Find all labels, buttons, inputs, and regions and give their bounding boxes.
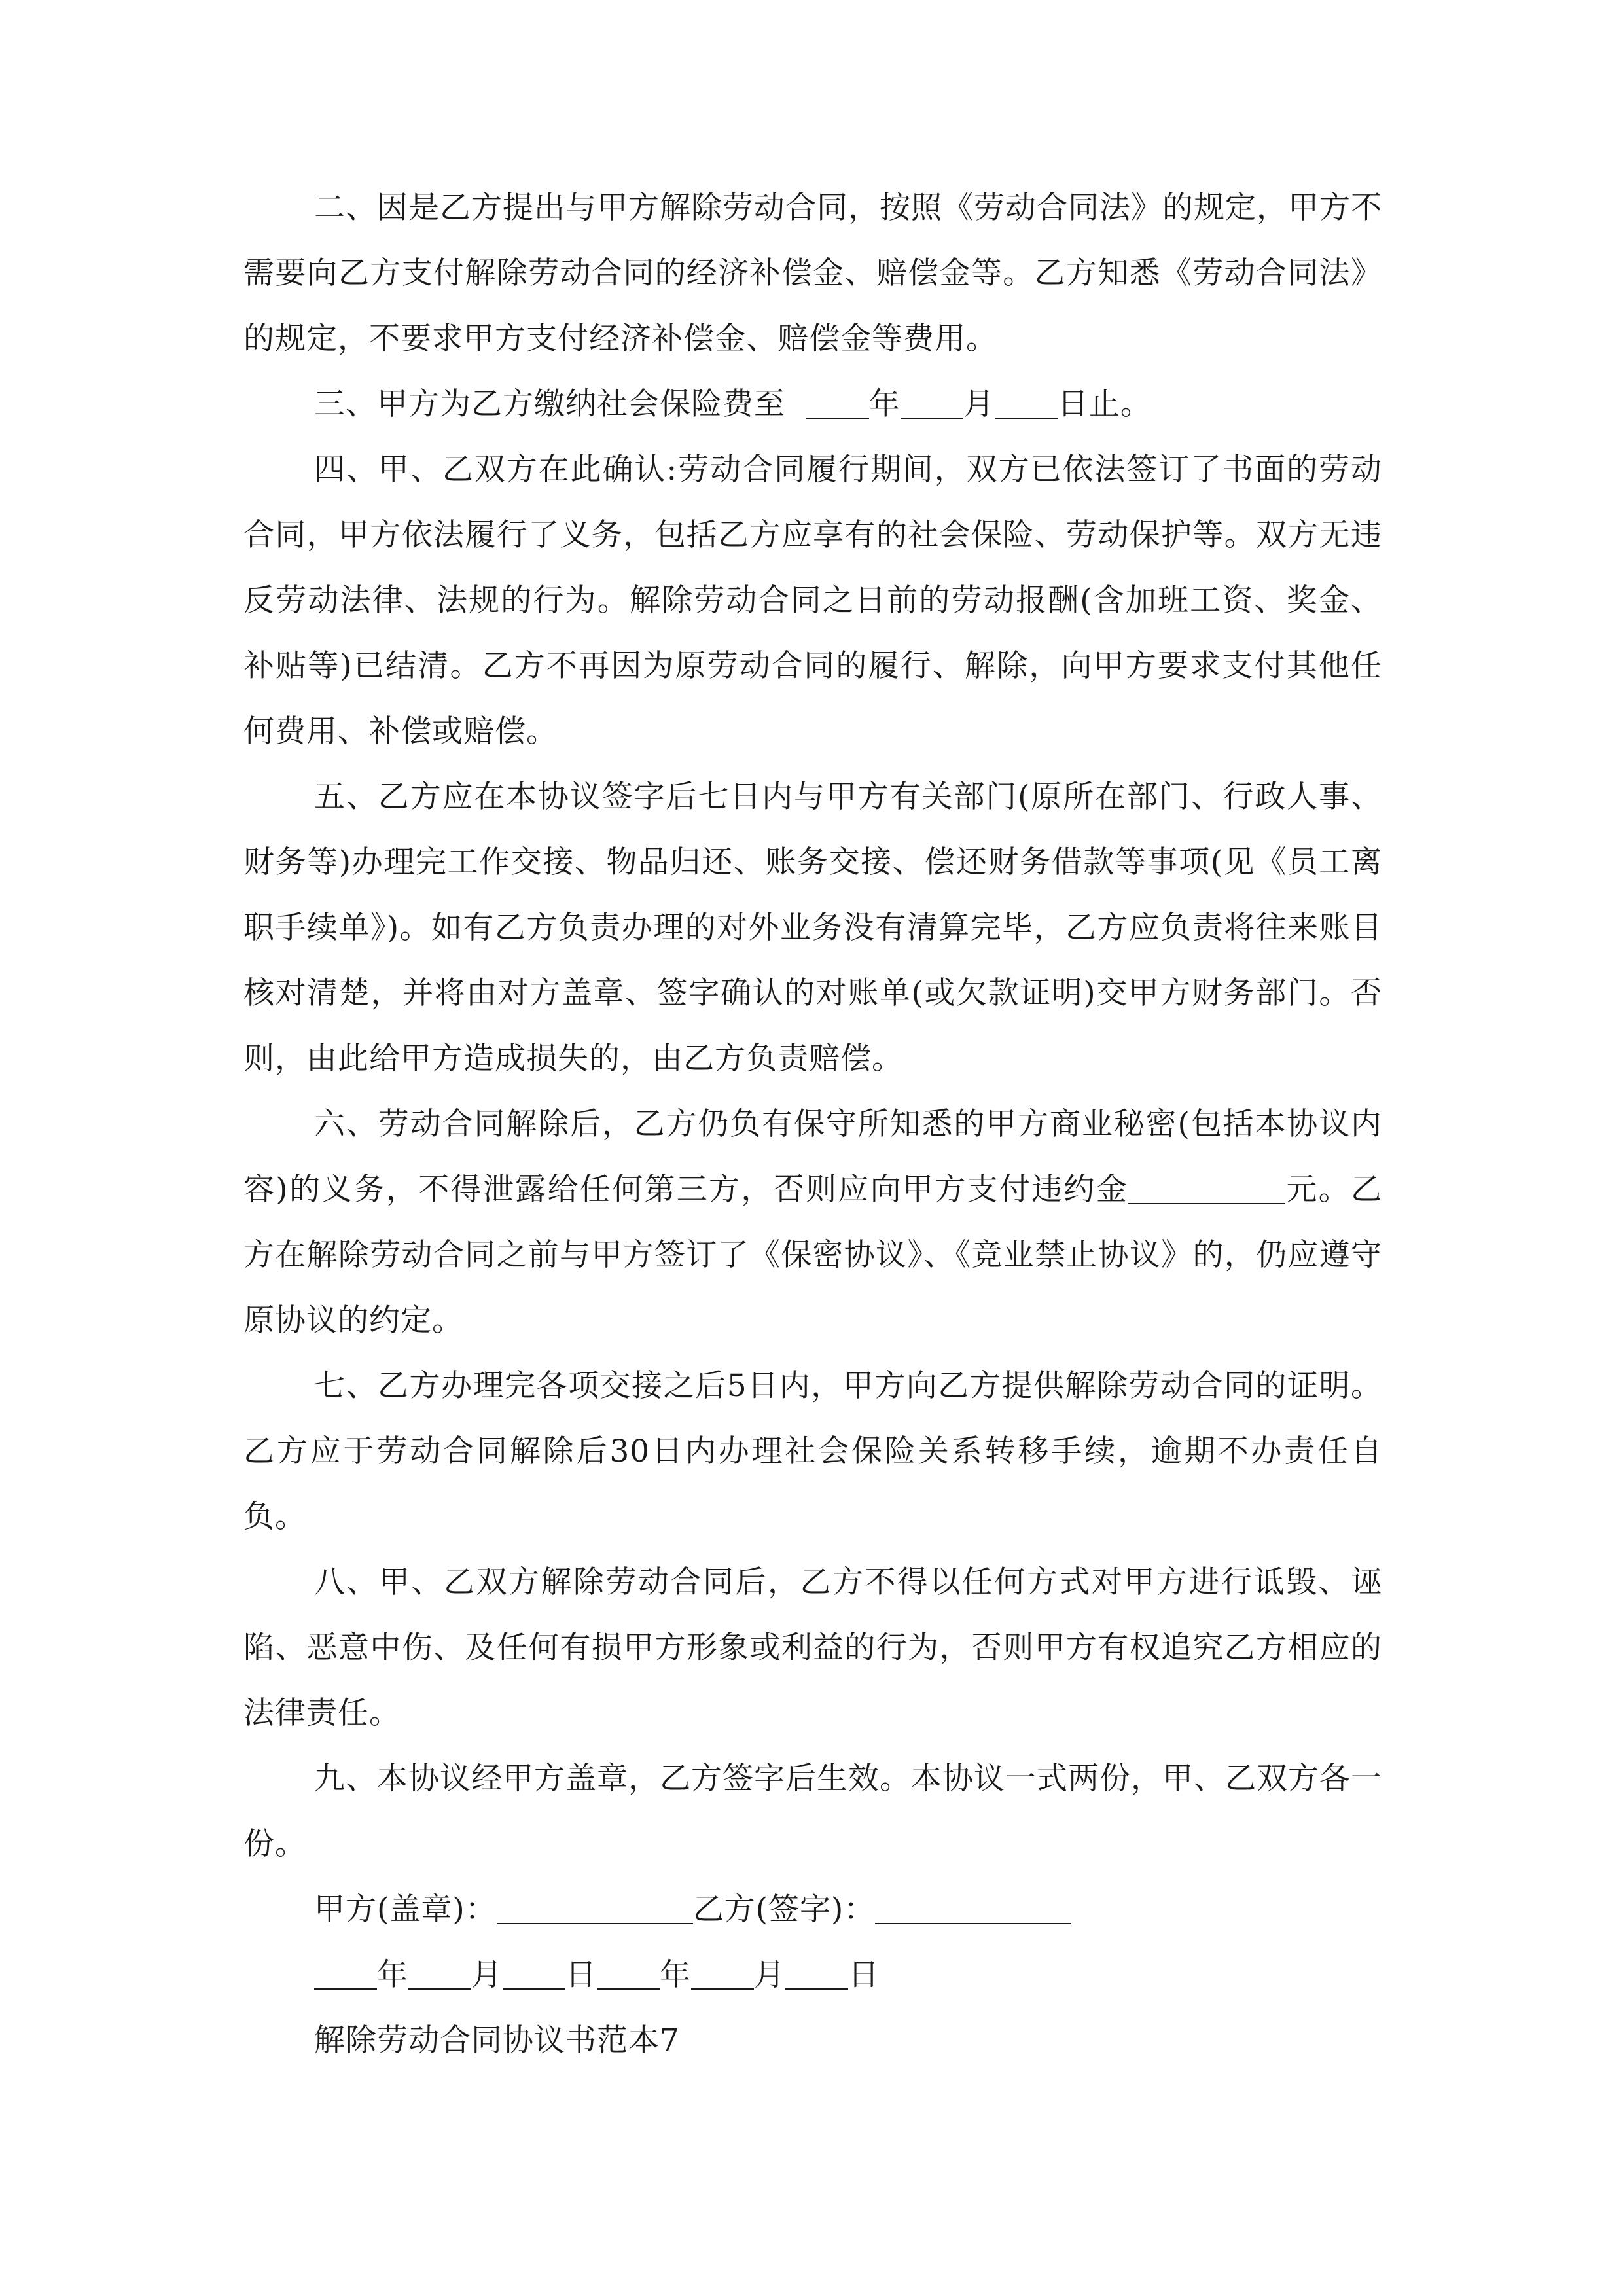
clause-6-part2: 乙方在解除劳动合同之前与甲方签订了《保密协议》、《竞业禁止协议》的，仍应遵守原协议的约定。 [243, 1172, 1382, 1338]
clause-8: 八、甲、乙双方解除劳动合同后，乙方不得以任何方式对甲方进行诋毁、诬陷、恶意中伤、及任何有损甲方形象或利益的行为，否则甲方有权追究乙方相应的法律责任。 [243, 1564, 1382, 1731]
signature-line [243, 1877, 1382, 1943]
b-month-blank[interactable] [691, 1958, 754, 1990]
b-day-label: 日 [848, 1957, 880, 1993]
clause-6-unit: 元。 [1285, 1172, 1351, 1208]
a-day-label: 日 [565, 1957, 597, 1993]
a-month-blank[interactable] [408, 1958, 471, 1990]
party-a-label: 甲方(盖章)： [314, 1892, 497, 1928]
party-a-seal-blank[interactable] [497, 1892, 693, 1924]
b-month-label: 月 [754, 1957, 785, 1993]
date-line [243, 1943, 1382, 2008]
month-label: 月 [963, 386, 995, 422]
b-day-blank[interactable] [785, 1958, 848, 1990]
a-month-label: 月 [471, 1957, 503, 1993]
a-year-blank[interactable] [314, 1958, 377, 1990]
clause-4: 四、甲、乙双方在此确认:劳动合同履行期间，双方已依法签订了书面的劳动合同，甲方依法履行了义务，包括乙方应享有的社会保险、劳动保护等。双方无违反劳动法律、法规的行为。解除劳动合同之日前的劳动报酬(含加班工资、奖金、补贴等)已结清。乙方不再因为原劳动合同的履行、解除，向甲方要求支付其他任何费用、补偿或赔偿。 [243, 452, 1382, 749]
next-section-title: 解除劳动合同协议书范本7 [314, 2022, 680, 2058]
clause-9: 九、本协议经甲方盖章，乙方签字后生效。本协议一式两份，甲、乙双方各一份。 [243, 1761, 1382, 1862]
clause-3 [243, 372, 1382, 437]
clause-5: 五、乙方应在本协议签字后七日内与甲方有关部门(原所在部门、行政人事、财务等)办理完工作交接、物品归还、账务交接、偿还财务借款等事项(见《员工离职手续单》)。如有乙方负责办理的对外业务没有清算完毕，乙方应负责将往来账目核对清楚，并将由对方盖章、签字确认的对账单(或欠款证明)交甲方财务部门。否则，由此给甲方造成损失的，由乙方负责赔偿。 [243, 779, 1382, 1077]
b-year-blank[interactable] [597, 1958, 660, 1990]
day-end-label: 日止。 [1057, 386, 1152, 422]
party-b-sign-blank[interactable] [875, 1892, 1071, 1924]
clause-6 [243, 1092, 1382, 1354]
party-b-label: 乙方(签字)： [692, 1892, 876, 1928]
clause-6-part1: 六、劳动合同解除后，乙方仍负有保守所知悉的甲方商业秘密(包括本协议内容)的义务，不得泄露给任何第三方，否则应向甲方支付违约金 [243, 1106, 1382, 1208]
a-day-blank[interactable] [503, 1958, 565, 1990]
clause-2: 二、因是乙方提出与甲方解除劳动合同，按照《劳动合同法》的规定，甲方不需要向乙方支付解除劳动合同的经济补偿金、赔偿金等。乙方知悉《劳动合同法》的规定，不要求甲方支付经济补偿金、赔偿金等费用。 [243, 190, 1382, 357]
clause-3-prefix: 三、甲方为乙方缴纳社会保险费至 [314, 386, 785, 422]
agreement-body [243, 175, 1382, 2073]
year-blank[interactable] [806, 387, 869, 419]
clause-7: 七、乙方办理完各项交接之后5日内，甲方向乙方提供解除劳动合同的证明。乙方应于劳动合同解除后30日内办理社会保险关系转移手续，逾期不办责任自负。 [243, 1368, 1382, 1535]
a-year-label: 年 [377, 1957, 408, 1993]
month-blank[interactable] [901, 387, 963, 419]
b-year-label: 年 [660, 1957, 691, 1993]
day-blank[interactable] [995, 387, 1058, 419]
year-label: 年 [868, 386, 901, 422]
penalty-amount-blank[interactable] [1128, 1172, 1285, 1204]
